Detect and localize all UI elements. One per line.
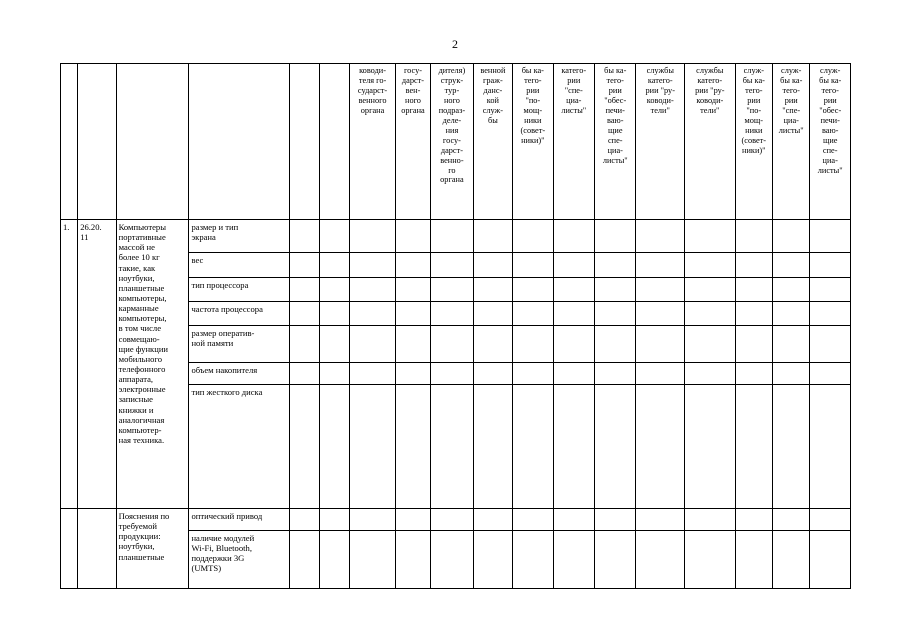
empty-cell <box>595 302 636 326</box>
empty-cell <box>431 253 473 278</box>
empty-cell <box>513 326 553 363</box>
empty-cell <box>773 253 810 278</box>
empty-cell <box>810 278 851 302</box>
header-cell-empty <box>189 64 289 220</box>
empty-cell <box>395 363 430 385</box>
header-cell-empty <box>319 64 349 220</box>
empty-cell <box>553 326 594 363</box>
empty-cell <box>636 363 685 385</box>
empty-cell <box>810 302 851 326</box>
empty-cell <box>473 278 512 302</box>
empty-cell <box>735 385 772 509</box>
header-cell: катего- рии "спе- циа- листы" <box>553 64 594 220</box>
empty-cell <box>289 326 319 363</box>
empty-cell <box>513 531 553 589</box>
empty-cell <box>431 509 473 531</box>
empty-cell <box>395 220 430 253</box>
table-header-row <box>61 64 851 220</box>
empty-cell <box>553 302 594 326</box>
empty-cell <box>431 220 473 253</box>
empty-cell <box>289 220 319 253</box>
empty-cell <box>810 253 851 278</box>
page-number: 2 <box>452 37 458 51</box>
empty-cell <box>350 509 396 531</box>
empty-cell <box>513 509 553 531</box>
empty-cell <box>595 326 636 363</box>
empty-cell <box>553 220 594 253</box>
empty-cell <box>636 509 685 531</box>
empty-cell <box>773 385 810 509</box>
empty-cell <box>319 220 349 253</box>
empty-cell <box>595 385 636 509</box>
empty-cell <box>735 326 772 363</box>
empty-cell <box>431 278 473 302</box>
empty-cell <box>685 253 736 278</box>
empty-cell <box>810 220 851 253</box>
empty-cell <box>636 385 685 509</box>
characteristic-cell: тип жесткого диска <box>189 385 289 509</box>
empty-cell <box>685 326 736 363</box>
header-cell: бы ка- тего- рии "обес- печи- ваю- щие спе- циа- листы" <box>595 64 636 220</box>
characteristic-cell: размер и тип экрана <box>189 220 289 253</box>
empty-cell <box>350 220 396 253</box>
empty-cell <box>636 278 685 302</box>
empty-cell <box>350 531 396 589</box>
empty-cell <box>395 326 430 363</box>
empty-cell <box>685 531 736 589</box>
row-number: 1. <box>61 220 78 509</box>
characteristic-cell: вес <box>189 253 289 278</box>
header-cell-empty <box>289 64 319 220</box>
header-cell: дителя) струк- тур- ного подраз- деле- ния госу- дарст- венно- го органа <box>431 64 473 220</box>
empty-cell <box>810 326 851 363</box>
empty-cell <box>319 302 349 326</box>
empty-cell <box>636 326 685 363</box>
empty-cell <box>350 385 396 509</box>
empty-cell <box>78 509 116 589</box>
product-note: Пояснения по требуемой продукции: ноутбуки, планшетные <box>116 509 189 589</box>
table-row <box>61 509 851 531</box>
empty-cell <box>473 253 512 278</box>
empty-cell <box>473 509 512 531</box>
empty-cell <box>350 302 396 326</box>
empty-cell <box>319 385 349 509</box>
okpd-code: 26.20. 11 <box>78 220 116 509</box>
empty-cell <box>595 363 636 385</box>
empty-cell <box>319 278 349 302</box>
empty-cell <box>735 220 772 253</box>
header-cell: бы ка- тего- рии "по- мощ- ники (совет- ники)" <box>513 64 553 220</box>
empty-cell <box>513 220 553 253</box>
empty-cell <box>735 278 772 302</box>
empty-cell <box>473 302 512 326</box>
empty-cell <box>636 302 685 326</box>
empty-cell <box>595 531 636 589</box>
empty-cell <box>513 302 553 326</box>
empty-cell <box>636 220 685 253</box>
characteristic-cell: тип процессора <box>189 278 289 302</box>
empty-cell <box>553 509 594 531</box>
empty-cell <box>685 385 736 509</box>
empty-cell <box>595 253 636 278</box>
empty-cell <box>685 363 736 385</box>
empty-cell <box>773 363 810 385</box>
empty-cell <box>319 363 349 385</box>
empty-cell <box>810 531 851 589</box>
empty-cell <box>319 509 349 531</box>
empty-cell <box>350 326 396 363</box>
empty-cell <box>773 302 810 326</box>
empty-cell <box>810 509 851 531</box>
empty-cell <box>289 531 319 589</box>
empty-cell <box>431 531 473 589</box>
empty-cell <box>735 509 772 531</box>
characteristic-cell: объем накопителя <box>189 363 289 385</box>
empty-cell <box>350 363 396 385</box>
empty-cell <box>431 363 473 385</box>
header-cell-empty <box>78 64 116 220</box>
header-cell: службы катего- рии "ру- ководи- тели" <box>636 64 685 220</box>
header-cell: службы катего- рии "ру- ководи- тели" <box>685 64 736 220</box>
empty-cell <box>773 326 810 363</box>
empty-cell <box>473 385 512 509</box>
empty-cell <box>595 509 636 531</box>
empty-cell <box>595 278 636 302</box>
empty-cell <box>513 253 553 278</box>
empty-cell <box>513 278 553 302</box>
empty-cell <box>773 278 810 302</box>
empty-cell <box>473 326 512 363</box>
header-cell: венной граж- данс- кой служ- бы <box>473 64 512 220</box>
empty-cell <box>636 531 685 589</box>
product-name: Компьютеры портативные массой не более 10 кг такие, как ноутбуки, планшетные компьютеры, карманные компьютеры, в том числе совмещаю- щие функции мобильного телефонного аппарата, электронные записные книжки и аналогичная компьютер- ная техника. <box>116 220 189 509</box>
empty-cell <box>395 302 430 326</box>
empty-cell <box>735 531 772 589</box>
empty-cell <box>395 278 430 302</box>
empty-cell <box>431 326 473 363</box>
empty-cell <box>685 302 736 326</box>
empty-cell <box>431 302 473 326</box>
table-row <box>61 220 851 253</box>
characteristic-cell: наличие модулей Wi-Fi, Bluetooth, поддержки 3G (UMTS) <box>189 531 289 589</box>
header-cell: служ- бы ка- тего- рии "по- мощ- ники (совет- ники)" <box>735 64 772 220</box>
empty-cell <box>513 385 553 509</box>
empty-cell <box>553 253 594 278</box>
characteristic-cell: частота процессора <box>189 302 289 326</box>
header-cell: служ- бы ка- тего- рии "спе- циа- листы" <box>773 64 810 220</box>
empty-cell <box>735 302 772 326</box>
header-cell-empty <box>116 64 189 220</box>
header-cell: служ- бы ка- тего- рии "обес- печи- ваю- щие спе- циа- листы" <box>810 64 851 220</box>
header-cell: госу- дарст- вен- ного органа <box>395 64 430 220</box>
empty-cell <box>685 509 736 531</box>
empty-cell <box>735 363 772 385</box>
characteristic-cell: оптический привод <box>189 509 289 531</box>
empty-cell <box>395 385 430 509</box>
empty-cell <box>61 509 78 589</box>
empty-cell <box>289 278 319 302</box>
empty-cell <box>289 385 319 509</box>
empty-cell <box>810 363 851 385</box>
empty-cell <box>473 363 512 385</box>
empty-cell <box>319 531 349 589</box>
header-cell: ководи- теля го- сударст- венного органа <box>350 64 396 220</box>
empty-cell <box>553 531 594 589</box>
empty-cell <box>395 509 430 531</box>
header-cell-empty <box>61 64 78 220</box>
characteristic-cell: размер оператив- ной памяти <box>189 326 289 363</box>
empty-cell <box>553 278 594 302</box>
empty-cell <box>350 253 396 278</box>
empty-cell <box>473 220 512 253</box>
empty-cell <box>431 385 473 509</box>
empty-cell <box>685 278 736 302</box>
empty-cell <box>773 509 810 531</box>
empty-cell <box>289 253 319 278</box>
empty-cell <box>289 302 319 326</box>
empty-cell <box>395 253 430 278</box>
empty-cell <box>319 326 349 363</box>
empty-cell <box>773 531 810 589</box>
requirements-table <box>60 63 851 589</box>
empty-cell <box>595 220 636 253</box>
empty-cell <box>553 363 594 385</box>
empty-cell <box>350 278 396 302</box>
empty-cell <box>289 363 319 385</box>
empty-cell <box>289 509 319 531</box>
empty-cell <box>636 253 685 278</box>
empty-cell <box>473 531 512 589</box>
empty-cell <box>513 363 553 385</box>
empty-cell <box>319 253 349 278</box>
empty-cell <box>810 385 851 509</box>
empty-cell <box>685 220 736 253</box>
empty-cell <box>395 531 430 589</box>
empty-cell <box>553 385 594 509</box>
empty-cell <box>773 220 810 253</box>
empty-cell <box>735 253 772 278</box>
